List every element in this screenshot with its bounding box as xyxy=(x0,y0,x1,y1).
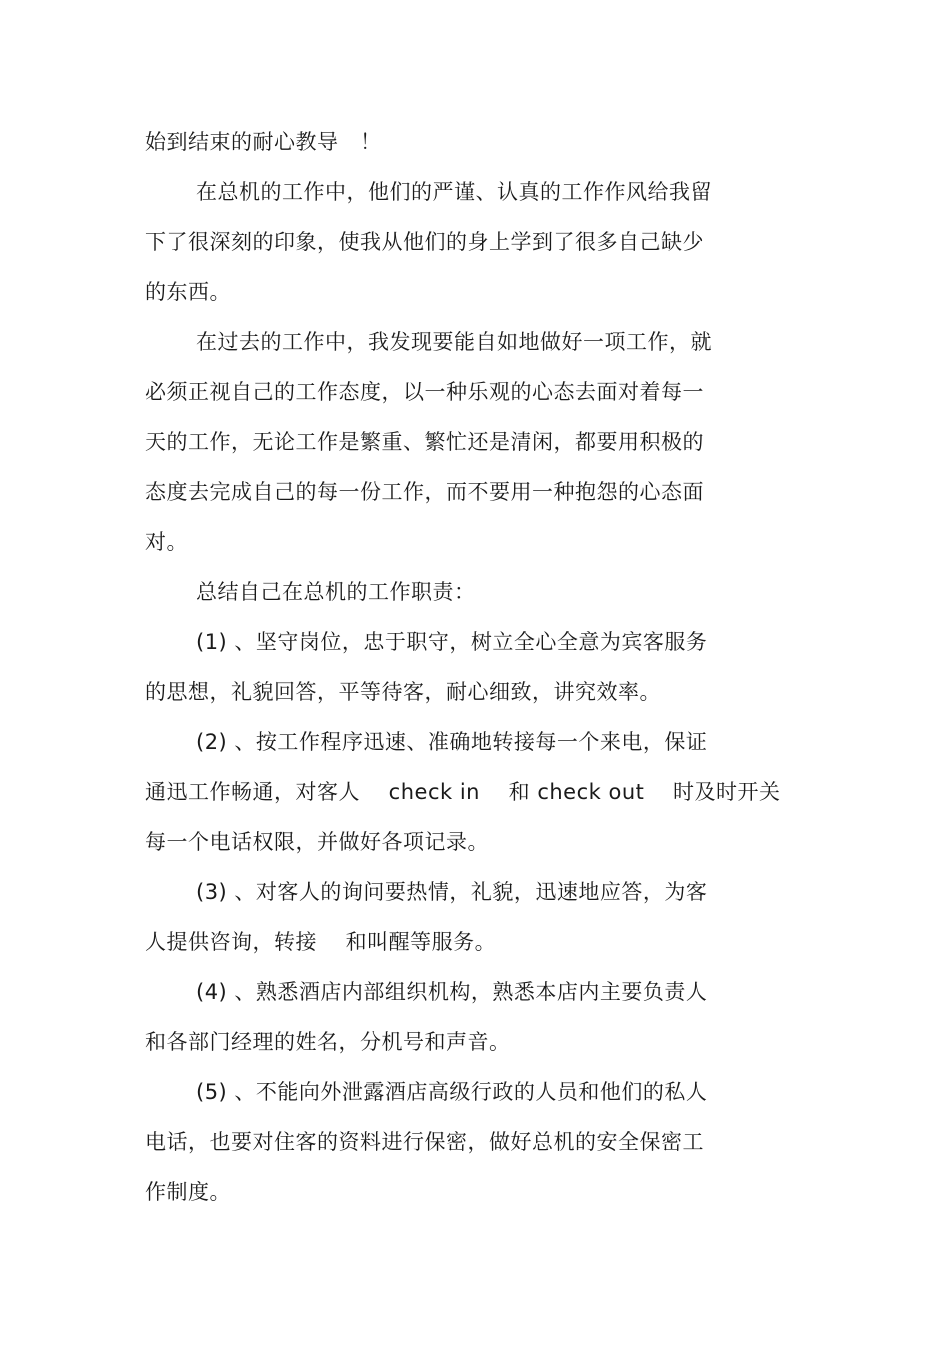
text-line: 始到结束的耐心教导 ！ xyxy=(145,130,382,154)
list-item-2: (2) 、按工作程序迅速、准确地转接每一个来电，保证 xyxy=(196,730,708,754)
text-line: 电话，也要对住客的资料进行保密，做好总机的安全保密工 xyxy=(145,1130,704,1154)
text-line: 天的工作，无论工作是繁重、繁忙还是清闲，都要用积极的 xyxy=(145,430,704,454)
text-line: 通迅工作畅通，对客人 check in 和 check out 时及时开关 xyxy=(145,780,781,804)
list-item-1: (1) 、坚守岗位，忠于职守，树立全心全意为宾客服务 xyxy=(196,630,708,654)
list-item-5: (5) 、不能向外泄露酒店高级行政的人员和他们的私人 xyxy=(196,1080,708,1104)
text-line: 的东西。 xyxy=(145,280,231,304)
text-line: 下了很深刻的印象，使我从他们的身上学到了很多自己缺少 xyxy=(145,230,704,254)
text-line: 每一个电话权限，并做好各项记录。 xyxy=(145,830,489,854)
text-line: 态度去完成自己的每一份工作，而不要用一种抱怨的心态面 xyxy=(145,480,704,504)
section-heading: 总结自己在总机的工作职责： xyxy=(196,580,476,604)
text-line: 作制度。 xyxy=(145,1180,231,1204)
text-line: 人提供咨询，转接 和叫醒等服务。 xyxy=(145,930,497,954)
text-line: 对。 xyxy=(145,530,188,554)
list-item-4: (4) 、熟悉酒店内部组织机构，熟悉本店内主要负责人 xyxy=(196,980,708,1004)
text-line: 必须正视自己的工作态度，以一种乐观的心态去面对着每一 xyxy=(145,380,704,404)
list-item-3: (3) 、对客人的询问要热情，礼貌，迅速地应答，为客 xyxy=(196,880,708,904)
text-line: 在过去的工作中，我发现要能自如地做好一项工作，就 xyxy=(196,330,712,354)
text-line: 在总机的工作中，他们的严谨、认真的工作作风给我留 xyxy=(196,180,712,204)
text-line: 的思想，礼貌回答，平等待客，耐心细致，讲究效率。 xyxy=(145,680,661,704)
text-line: 和各部门经理的姓名，分机号和声音。 xyxy=(145,1030,511,1054)
